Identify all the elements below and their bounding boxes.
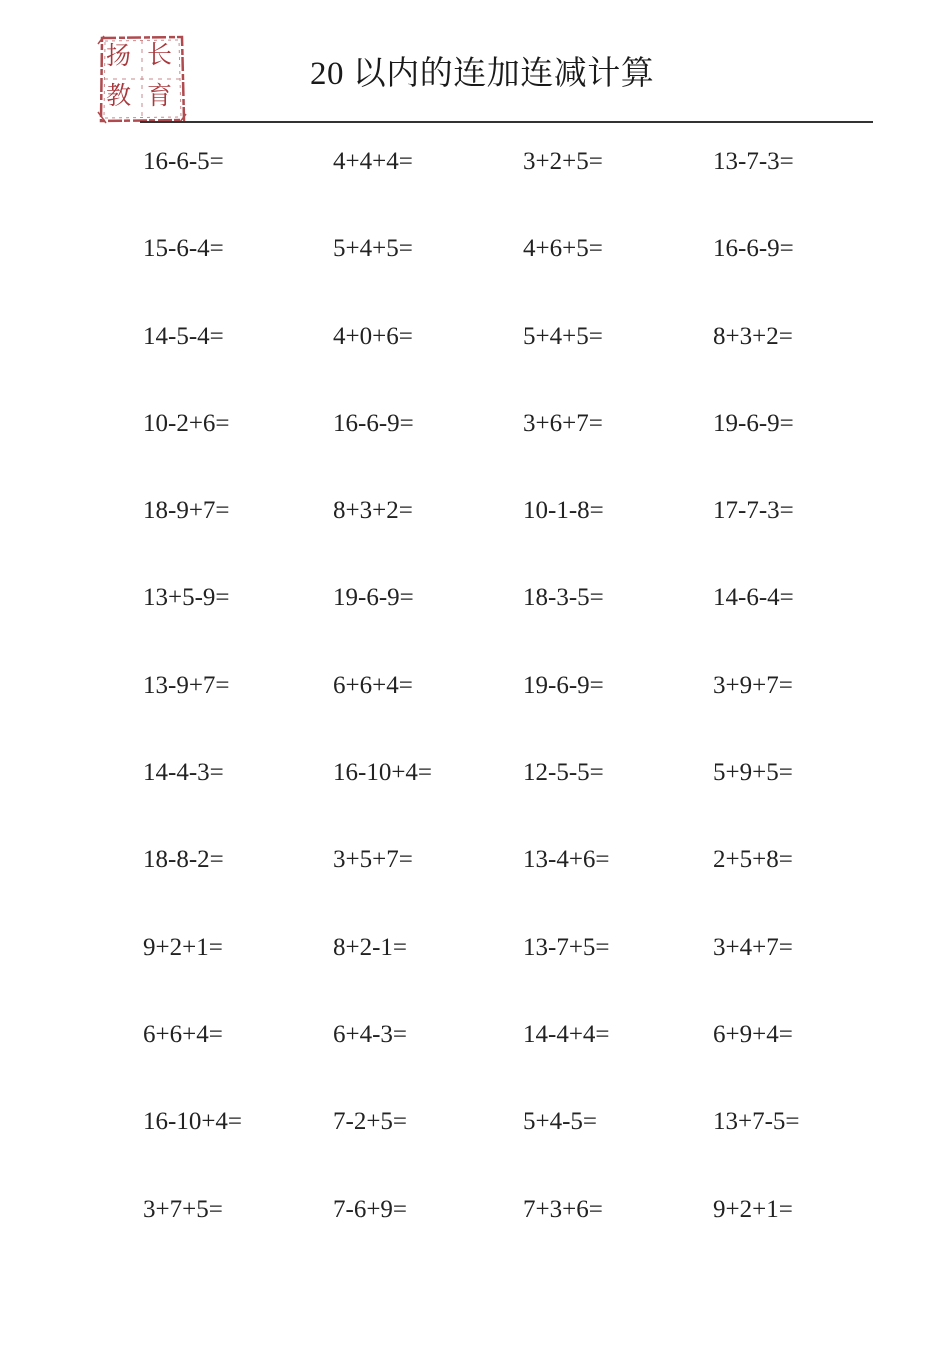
problem-item: 6+6+4= [333, 671, 413, 699]
logo-char-jiao: 教 [106, 81, 132, 110]
problem-row [143, 932, 903, 1019]
problem-item: 19-6-9= [523, 671, 604, 699]
problem-item: 5+4+5= [523, 322, 603, 350]
problem-row [143, 757, 903, 844]
problem-item: 8+3+2= [713, 322, 793, 350]
problem-item: 4+4+4= [333, 148, 413, 175]
problem-item: 14-4+4= [523, 1020, 610, 1048]
problem-row [143, 1194, 903, 1281]
logo-char-chang: 长 [147, 40, 173, 69]
problem-row [143, 321, 903, 408]
title-divider [140, 121, 873, 123]
problem-item: 13+5-9= [143, 584, 230, 612]
problem-row [143, 582, 903, 669]
problem-item: 9+2+1= [143, 933, 223, 961]
problem-item: 7-6+9= [333, 1195, 408, 1223]
problem-item: 7+3+6= [523, 1195, 603, 1223]
problem-item: 16-6-9= [713, 235, 794, 263]
problem-item: 4+6+5= [523, 235, 603, 263]
problem-item: 8+3+2= [333, 497, 413, 525]
problem-item: 16-6-5= [143, 148, 224, 175]
problem-item: 16-6-9= [333, 409, 414, 437]
problem-item: 15-6-4= [143, 235, 224, 263]
problem-item: 16-10+4= [333, 759, 433, 787]
problem-item: 13+7-5= [713, 1108, 800, 1136]
problem-row [143, 1106, 903, 1193]
problem-item: 14-4-3= [143, 759, 224, 787]
problem-item: 14-5-4= [143, 322, 224, 350]
problem-item: 19-6-9= [713, 409, 794, 437]
problem-item: 2+5+8= [713, 846, 793, 874]
problem-item: 9+2+1= [713, 1195, 793, 1223]
problem-item: 3+4+7= [713, 933, 793, 961]
problem-item: 3+7+5= [143, 1195, 223, 1223]
problem-item: 3+6+7= [523, 409, 603, 437]
problem-item: 3+5+7= [333, 846, 413, 874]
problem-item: 10-2+6= [143, 409, 230, 437]
problem-item: 13-9+7= [143, 671, 230, 699]
problem-item: 5+9+5= [713, 759, 793, 787]
problem-item: 18-8-2= [143, 846, 224, 874]
problem-item: 6+9+4= [713, 1020, 793, 1048]
problem-item: 5+4+5= [333, 235, 413, 263]
problem-item: 14-6-4= [713, 584, 794, 612]
problem-item: 4+0+6= [333, 322, 413, 350]
problem-item: 16-10+4= [143, 1108, 243, 1136]
problem-item: 13-4+6= [523, 846, 610, 874]
logo-seal [96, 34, 188, 124]
problem-row [143, 408, 903, 495]
problem-item: 13-7+5= [523, 933, 610, 961]
problem-row [143, 670, 903, 757]
problem-item: 7-2+5= [333, 1108, 408, 1136]
problem-item: 5+4-5= [523, 1108, 598, 1136]
problem-row [143, 1019, 903, 1106]
problem-item: 8+2-1= [333, 933, 408, 961]
problem-item: 19-6-9= [333, 584, 414, 612]
page-title: 20 以内的连加连减计算 [310, 56, 655, 92]
problem-row [143, 233, 903, 320]
problem-item: 13-7-3= [713, 148, 794, 175]
problem-item: 6+6+4= [143, 1020, 223, 1048]
problem-item: 10-1-8= [523, 497, 604, 525]
problem-row [143, 146, 903, 233]
problem-item: 12-5-5= [523, 759, 604, 787]
problem-item: 3+2+5= [523, 148, 603, 175]
problem-item: 18-3-5= [523, 584, 604, 612]
problem-item: 3+9+7= [713, 671, 793, 699]
problem-item: 18-9+7= [143, 497, 230, 525]
problem-grid [143, 146, 903, 1281]
problem-row [143, 495, 903, 582]
problem-row [143, 844, 903, 931]
problem-item: 17-7-3= [713, 497, 794, 525]
problem-item: 6+4-3= [333, 1020, 408, 1048]
logo-char-yang: 扬 [106, 41, 132, 70]
logo-char-yu: 育 [147, 81, 173, 110]
